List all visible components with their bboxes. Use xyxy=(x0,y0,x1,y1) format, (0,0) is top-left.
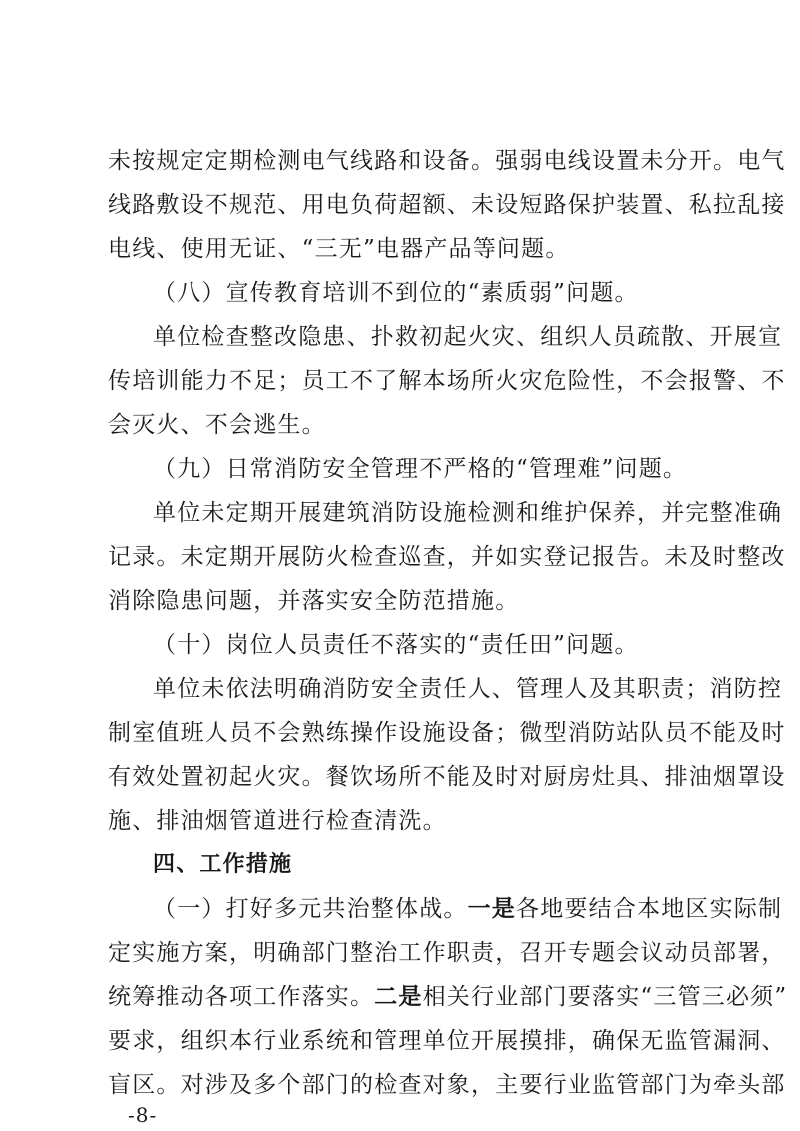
body-text-line xyxy=(108,977,788,1017)
body-text-segment: 相关行业部门要落实“三管三必须” xyxy=(422,984,788,1010)
section-heading-8: （八）宣传教育培训不到位的“素质弱”问题。 xyxy=(153,280,639,306)
body-text-line: 单位未依法明确消防安全责任人、管理人及其职责；消防控 xyxy=(153,676,783,702)
chapter-heading: 四、工作措施 xyxy=(153,852,293,877)
body-text-line: 记录。未定期开展防火检查巡查，并如实登记报告。未及时整改 xyxy=(108,544,786,570)
body-text-line: 传培训能力不足；员工不了解本场所火灾危险性，不会报警、不 xyxy=(108,368,786,394)
body-text-line: 盲区。对涉及多个部门的检查对象，主要行业监管部门为牵头部 xyxy=(108,1072,786,1098)
emphasis-text: 二是 xyxy=(374,983,423,1010)
page-number: -8- xyxy=(128,1103,158,1127)
section-heading-9: （九）日常消防安全管理不严格的“管理难”问题。 xyxy=(153,456,688,482)
body-text-line xyxy=(153,889,783,929)
body-text-line: 定实施方案，明确部门整治工作职责，召开专题会议动员部署， xyxy=(108,940,786,966)
body-text-line: 要求，组织本行业系统和管理单位开展摸排，确保无监管漏洞、 xyxy=(108,1028,786,1054)
body-text-line: 消除隐患问题，并落实安全防范措施。 xyxy=(108,588,520,614)
body-text-line: 单位未定期开展建筑消防设施检测和维护保养，并完整准确 xyxy=(153,500,783,526)
body-text-line: 施、排油烟管道进行检查清洗。 xyxy=(108,808,447,834)
body-text-line: 线路敷设不规范、用电负荷超额、未设短路保护装置、私拉乱接 xyxy=(108,192,786,218)
body-text-line: 未按规定定期检测电气线路和设备。强弱电线设置未分开。电气 xyxy=(108,148,786,174)
body-text-line: 制室值班人员不会熟练操作设施设备；微型消防站队员不能及时 xyxy=(108,720,786,746)
body-text-line: 电线、使用无证、“三无”电器产品等问题。 xyxy=(108,236,570,262)
body-text-line: 有效处置初起火灾。餐饮场所不能及时对厨房灶具、排油烟罩设 xyxy=(108,764,786,790)
subheading-text: （一）打好多元共治整体战。 xyxy=(153,896,468,922)
body-text-line: 会灭火、不会逃生。 xyxy=(108,412,326,438)
body-text-segment: 统筹推动各项工作落实。 xyxy=(108,984,375,1010)
body-text-line: 单位检查整改隐患、扑救初起火灾、组织人员疏散、开展宣 xyxy=(153,324,783,350)
section-heading-10: （十）岗位人员责任不落实的“责任田”问题。 xyxy=(153,632,639,658)
body-text-segment: 各地要结合本地区实际制 xyxy=(516,896,783,922)
emphasis-text: 一是 xyxy=(467,895,517,922)
